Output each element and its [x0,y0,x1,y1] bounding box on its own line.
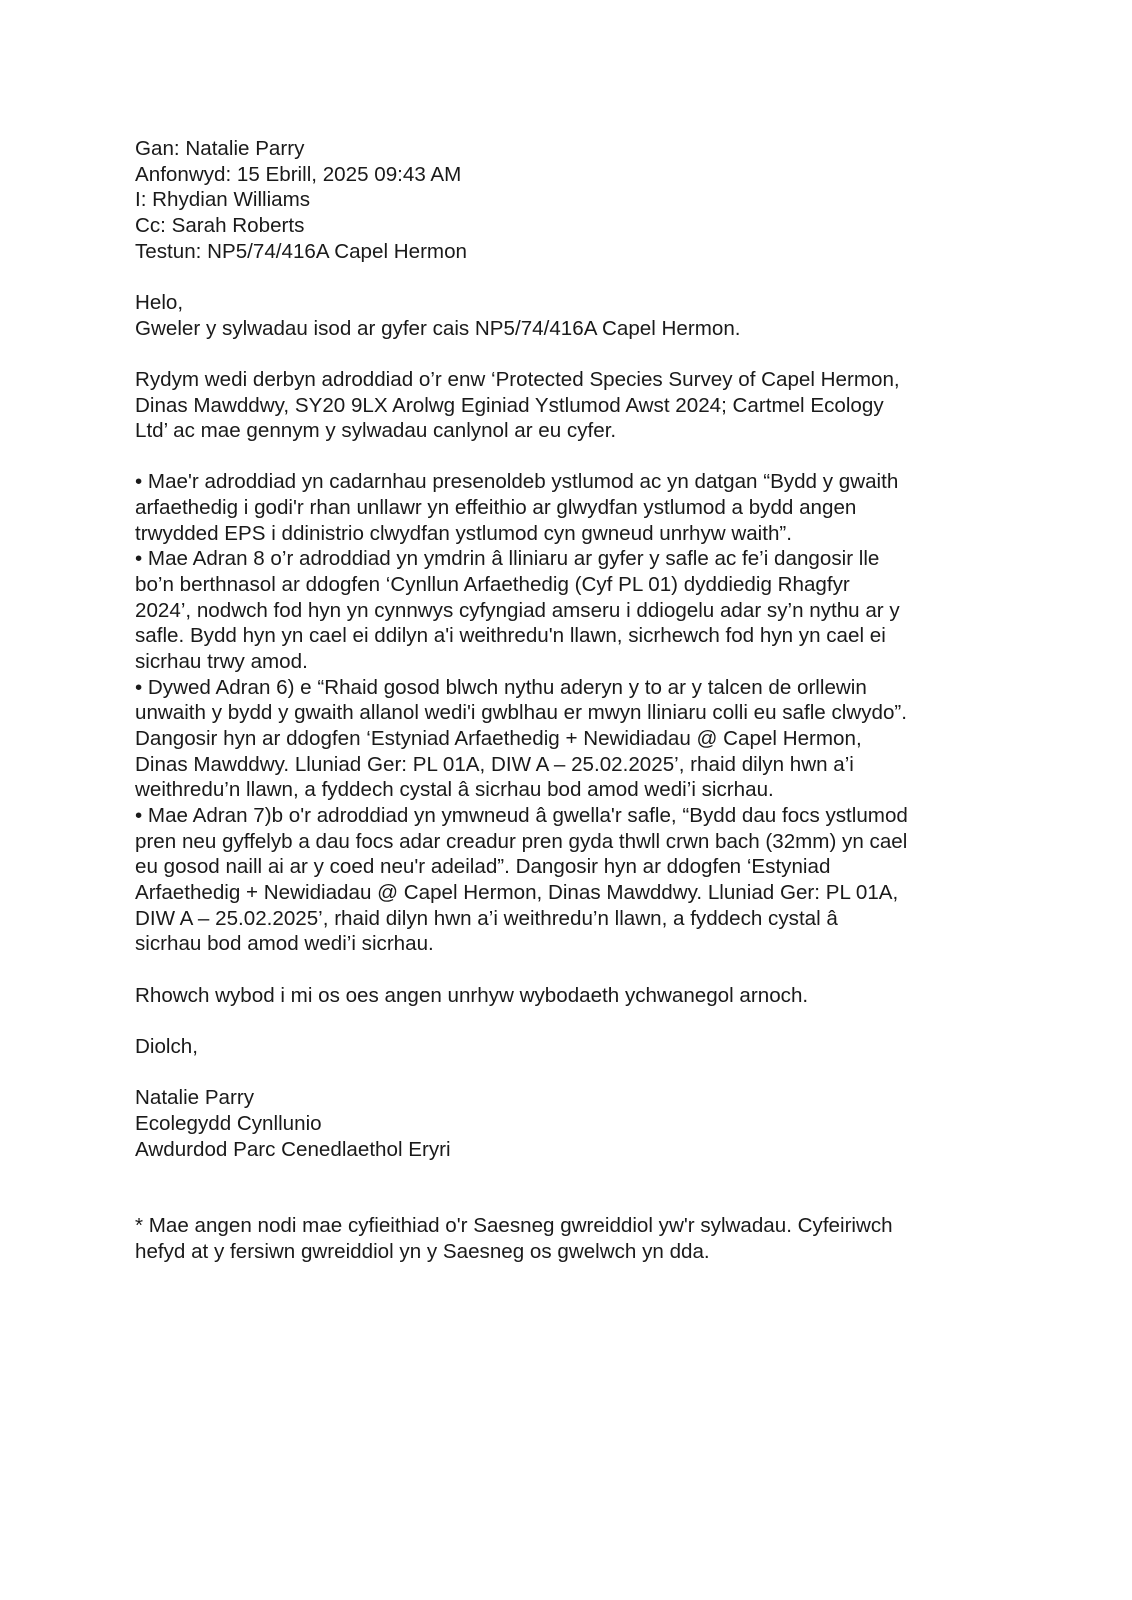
text-line: Ecolegydd Cynllunio [135,1111,322,1135]
paragraph-thanks [135,1034,908,1060]
text-line: hefyd at y fersiwn gwreiddiol yn y Saesneg os gwelwch yn dda. [135,1240,710,1264]
email-document [135,136,908,1290]
text-line: weithredu’n llawn, a fyddech cystal â sicrhau bod amod wedi’i sicrhau. [135,778,774,802]
text-line: trwydded EPS i ddinistrio clwydfan ystlumod cyn gwneud unrhyw waith”. [135,521,793,545]
text-line: Awdurdod Parc Cenedlaethol Eryri [135,1137,451,1161]
text-line: Arfaethedig + Newidiadau @ Capel Hermon, Dinas Mawddwy. Lluniad Ger: PL 01A, [135,880,899,904]
text-line: arfaethedig i godi'r rhan unllawr yn effeithio ar glwydfan ystlumod a bydd angen [135,496,857,520]
text-line: • Mae Adran 8 o’r adroddiad yn ymdrin â lliniaru ar gyfer y safle ac fe’i dangosir lle [135,547,880,571]
paragraph-bullets [135,469,908,956]
text-line: • Dywed Adran 6) e “Rhaid gosod blwch nythu aderyn y to ar y talcen de orllewin [135,675,867,699]
text-line: Diolch, [135,1034,198,1058]
text-line: Gweler y sylwadau isod ar gyfer cais NP5/74/416A Capel Hermon. [135,316,741,340]
from-line: Gan: Natalie Parry [135,137,305,160]
text-line: Dinas Mawddwy. Lluniad Ger: PL 01A, DIW A – 25.02.2025’, rhaid dilyn hwn a’i [135,752,854,776]
text-line: 2024’, nodwch fod hyn yn cynnwys cyfyngiad amseru i ddiogelu adar sy’n nythu ar y [135,598,900,622]
text-line: • Mae Adran 7)b o'r adroddiad yn ymwneud â gwella'r safle, “Bydd dau focs ystlumod [135,804,908,828]
text-line: * Mae angen nodi mae cyfieithiad o'r Saesneg gwreiddiol yw'r sylwadau. Cyfeiriwch [135,1214,893,1238]
sent-line: Anfonwyd: 15 Ebrill, 2025 09:43 AM [135,162,462,186]
paragraph-footnote [135,1213,908,1264]
text-line: DIW A – 25.02.2025’, rhaid dilyn hwn a’i weithredu’n llawn, a fyddech cystal â [135,906,838,930]
text-line: Ltd’ ac mae gennym y sylwadau canlynol ar eu cyfer. [135,419,617,443]
email-body [135,290,908,1265]
to-line: I: Rhydian Williams [135,188,311,212]
cc-line: Cc: Sarah Roberts [135,213,305,237]
text-line: Helo, [135,290,184,314]
text-line: sicrhau bod amod wedi’i sicrhau. [135,932,434,956]
text-line: Natalie Parry [135,1086,255,1110]
subject-line: Testun: NP5/74/416A Capel Hermon [135,239,467,263]
text-line: Dangosir hyn ar ddogfen ‘Estyniad Arfaethedig + Newidiadau @ Capel Hermon, [135,727,862,751]
text-line: Rhowch wybod i mi os oes angen unrhyw wybodaeth ychwanegol arnoch. [135,983,809,1007]
text-line: Dinas Mawddwy, SY20 9LX Arolwg Eginiad Ystlumod Awst 2024; Cartmel Ecology [135,393,884,417]
paragraph-closing [135,983,908,1009]
paragraph-intro [135,367,908,444]
text-line: eu gosod naill ai ar y coed neu'r adeilad”. Dangosir hyn ar ddogfen ‘Estyniad [135,855,831,879]
paragraph-signature [135,1085,908,1162]
text-line: Rydym wedi derbyn adroddiad o’r enw ‘Protected Species Survey of Capel Hermon, [135,367,900,391]
text-line: sicrhau trwy amod. [135,650,308,674]
text-line: bo’n berthnasol ar ddogfen ‘Cynllun Arfaethedig (Cyf PL 01) dyddiedig Rhagfyr [135,573,850,597]
email-header [135,136,908,264]
text-line: • Mae'r adroddiad yn cadarnhau presenoldeb ystlumod ac yn datgan “Bydd y gwaith [135,470,899,494]
text-line: unwaith y bydd y gwaith allanol wedi'i gwblhau er mwyn lliniaru colli eu safle clwydo”. [135,701,907,725]
text-line: pren neu gyffelyb a dau focs adar creadur pren gyda thwll crwn bach (32mm) yn cael [135,829,908,853]
paragraph-greeting [135,290,908,341]
text-line: safle. Bydd hyn yn cael ei ddilyn a'i weithredu'n llawn, sicrhewch fod hyn yn cael ei [135,624,886,648]
